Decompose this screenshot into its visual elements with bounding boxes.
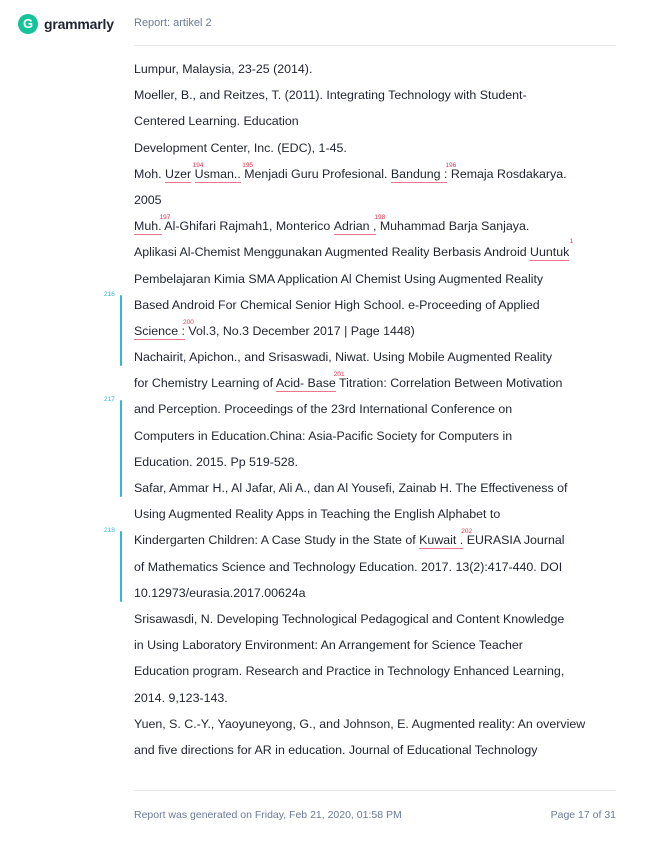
- segment-text: Moeller, B., and Reitzes, T. (2011). Integrating Technology with Student-: [134, 88, 527, 103]
- segment-text: Muhammad Barja Sanjaya.: [376, 219, 530, 234]
- text-segment: [134, 664, 564, 678]
- segment-text: for Chemistry Learning of: [134, 376, 276, 391]
- text-segment: [134, 167, 165, 181]
- text-line: [134, 239, 624, 265]
- text-segment: [134, 88, 527, 102]
- segment-text: in Using Laboratory Environment: An Arrangement for Science Teacher: [134, 638, 523, 653]
- segment-text: Lumpur, Malaysia, 23-25 (2014).: [134, 62, 313, 76]
- segment-text: Aplikasi Al-Chemist Menggunakan Augmented Reality Berbasis Android: [134, 245, 531, 260]
- text-segment: [134, 638, 523, 652]
- segment-text: Acid- Base: [275, 376, 336, 391]
- paragraph-bar: [120, 400, 122, 498]
- segment-text: Moh.: [134, 166, 165, 181]
- segment-text: Titration: Correlation Between Motivation: [335, 376, 563, 391]
- segment-text: Using Augmented Reality Apps in Teaching the English Alphabet to: [134, 507, 501, 522]
- text-line: [134, 108, 624, 134]
- source-number[interactable]: 202: [461, 528, 473, 536]
- footer-generated-date: Report was generated on Friday, Feb 21, 2020, 01:58 PM: [134, 809, 402, 821]
- paragraph-bar: [120, 531, 122, 603]
- grammarly-logo[interactable]: [18, 14, 114, 34]
- text-line: [134, 632, 624, 658]
- text-segment: [134, 533, 419, 547]
- source-number[interactable]: 197: [159, 214, 171, 222]
- segment-text: Based Android For Chemical Senior High School. e-Proceeding of Applied: [134, 297, 540, 312]
- text-line: [134, 554, 624, 580]
- segment-text: Nachairit, Apichon., and Srisaswadi, Niwat. Using Mobile Augmented Reality: [134, 350, 553, 365]
- segment-text: Kuwait .: [419, 533, 464, 548]
- text-segment: [134, 717, 585, 731]
- text-segment: [134, 272, 543, 286]
- grammarly-logo-icon: [18, 14, 38, 34]
- source-number[interactable]: 1: [569, 238, 574, 246]
- segment-text: Bandung :: [390, 166, 448, 181]
- flagged-text[interactable]: [530, 238, 574, 260]
- text-segment: [242, 161, 391, 181]
- segment-text: Science :: [134, 323, 185, 338]
- flagged-text[interactable]: [192, 161, 241, 181]
- footer-divider: [134, 790, 616, 791]
- segment-text: Uzer: [165, 166, 192, 181]
- segment-text: Centered Learning. Education: [134, 114, 299, 129]
- source-number[interactable]: 196: [445, 161, 457, 169]
- text-line: [134, 135, 624, 161]
- text-segment: [182, 318, 415, 338]
- flagged-text[interactable]: [419, 533, 463, 547]
- text-segment: [461, 528, 565, 548]
- footer-page-number: Page 17 of 31: [550, 809, 616, 821]
- text-line: [134, 737, 624, 763]
- text-segment: [134, 612, 564, 626]
- paragraph-bar: [120, 295, 122, 367]
- flagged-text[interactable]: [165, 167, 191, 181]
- segment-text: Development Center, Inc. (EDC), 1-45.: [134, 140, 347, 155]
- report-header: [0, 0, 650, 50]
- text-segment: [333, 371, 563, 391]
- segment-text: Computers in Education.China: Asia-Pacific Society for Computers in: [134, 428, 513, 443]
- text-line: [134, 292, 624, 318]
- report-body: [134, 56, 624, 763]
- text-line: [134, 711, 624, 737]
- text-segment: [159, 214, 334, 234]
- segment-text: of Mathematics Science and Technology Education. 2017. 13(2):417-440. DOI: [134, 559, 563, 574]
- flagged-text[interactable]: [134, 219, 162, 233]
- text-line: [134, 449, 624, 475]
- text-segment: [134, 586, 306, 600]
- text-line: [134, 475, 624, 501]
- text-line: [134, 658, 624, 684]
- text-segment: [134, 62, 312, 76]
- text-line: [134, 685, 624, 711]
- text-line: [134, 266, 624, 292]
- text-line: [134, 344, 624, 370]
- text-segment: [134, 114, 299, 128]
- text-segment: [134, 350, 552, 364]
- text-segment: [134, 298, 540, 312]
- text-line: [134, 501, 624, 527]
- segment-text: EURASIA Journal: [463, 533, 565, 548]
- segment-text: Remaja Rosdakarya.: [447, 166, 567, 181]
- text-segment: [134, 402, 512, 416]
- segment-text: Kindergarten Children: A Case Study in the State of: [134, 533, 420, 548]
- paragraph-number[interactable]: 218: [104, 526, 115, 534]
- segment-text: Education. 2015. Pp 519-528.: [134, 454, 298, 469]
- segment-text: 2005: [134, 192, 162, 207]
- segment-text: Usman..: [194, 166, 241, 181]
- source-number[interactable]: 194: [192, 161, 204, 169]
- flagged-text[interactable]: [391, 167, 448, 181]
- segment-text: Vol.3, No.3 December 2017 | Page 1448): [184, 323, 415, 338]
- flagged-text[interactable]: [276, 376, 336, 390]
- segment-text: 10.12973/eurasia.2017.00624a: [134, 585, 306, 600]
- text-line: [134, 56, 624, 82]
- segment-text: 2014. 9,123-143.: [134, 690, 228, 705]
- source-number[interactable]: 201: [333, 371, 345, 379]
- text-segment: [134, 481, 567, 495]
- segment-text: Pembelajaran Kimia SMA Application Al Chemist Using Augmented Reality: [134, 271, 544, 286]
- text-segment: [134, 376, 276, 390]
- source-number[interactable]: 198: [374, 214, 386, 222]
- segment-text: and five directions for AR in education. Journal of Educational Technology: [134, 742, 538, 757]
- text-line: [134, 527, 624, 553]
- text-segment: [134, 141, 347, 155]
- segment-text: Uuntuk: [530, 245, 570, 260]
- logo-text: grammarly: [44, 16, 114, 32]
- segment-text: Yuen, S. C.-Y., Yaoyuneyong, G., and Johnson, E. Augmented reality: An overview: [134, 716, 586, 731]
- text-segment: [445, 161, 567, 181]
- text-segment: [134, 743, 537, 757]
- source-number[interactable]: 195: [242, 161, 254, 169]
- text-line: [134, 187, 624, 213]
- segment-text: Menjadi Guru Profesional.: [244, 166, 391, 181]
- text-segment: [134, 429, 512, 443]
- segment-text: Srisawasdi, N. Developing Technological Pedagogical and Content Knowledge: [134, 611, 565, 626]
- text-line: [134, 606, 624, 632]
- text-line: [134, 213, 624, 239]
- report-title: Report: artikel 2: [134, 17, 212, 29]
- segment-text: Muh.: [134, 219, 162, 234]
- text-segment: [134, 193, 162, 207]
- text-line: [134, 580, 624, 606]
- paragraph-number[interactable]: 217: [104, 395, 115, 403]
- text-segment: [374, 214, 530, 234]
- text-line: [134, 82, 624, 108]
- segment-text: Adrian ,: [333, 219, 377, 234]
- text-line: [134, 396, 624, 422]
- flagged-text[interactable]: [134, 324, 185, 338]
- paragraph-number[interactable]: 216: [104, 290, 115, 298]
- text-segment: [134, 691, 228, 705]
- text-line: [134, 161, 624, 187]
- text-segment: [134, 245, 530, 259]
- text-line: [134, 318, 624, 344]
- flagged-text[interactable]: [334, 219, 377, 233]
- text-segment: [134, 507, 500, 521]
- segment-text: Safar, Ammar H., Al Jafar, Ali A., dan Al Yousefi, Zainab H. The Effectiveness of: [134, 481, 568, 495]
- text-segment: [134, 560, 562, 574]
- text-line: [134, 370, 624, 396]
- segment-text: Al-Ghifari Rajmah1, Monterico: [161, 219, 334, 234]
- text-line: [134, 423, 624, 449]
- segment-text: Education program. Research and Practice in Technology Enhanced Learning,: [134, 664, 565, 679]
- header-divider: [134, 45, 616, 46]
- source-number[interactable]: 200: [182, 318, 194, 326]
- text-segment: [134, 455, 298, 469]
- segment-text: and Perception. Proceedings of the 23rd International Conference on: [134, 402, 513, 417]
